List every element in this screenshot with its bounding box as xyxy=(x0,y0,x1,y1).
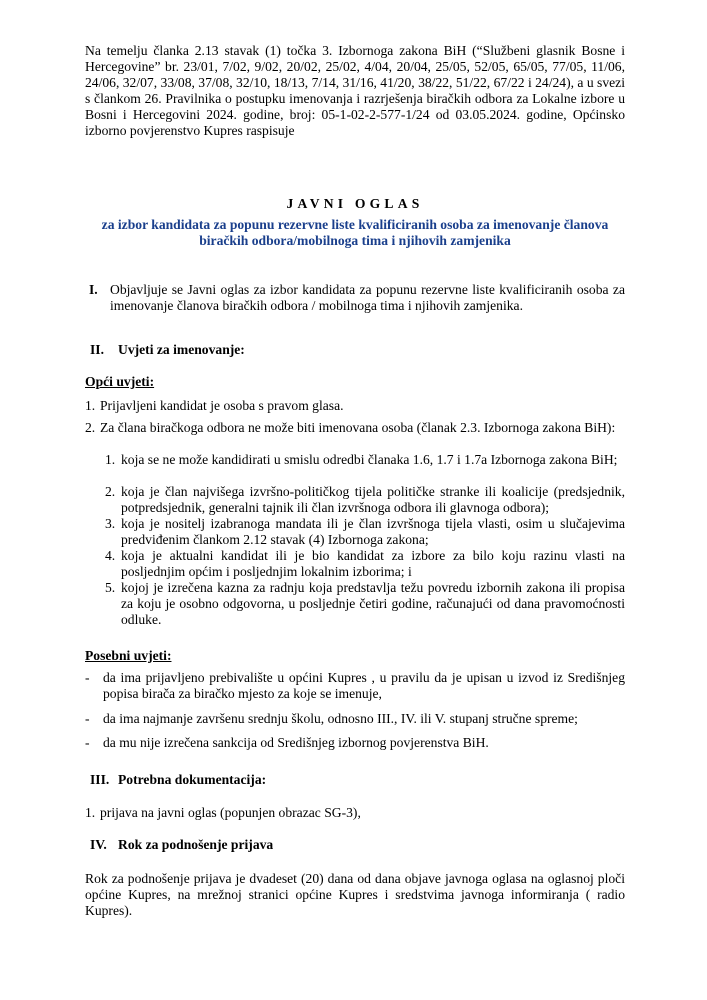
special-condition-3-dash: - xyxy=(85,735,90,750)
general-conditions-heading: Opći uvjeti: xyxy=(85,374,155,389)
deadline-paragraph: Rok za podnošenje prijava je dvadeset (20) dana od dana objave javnoga oglasa na oglasnoj ploči općine Kupres, na mrežnoj stranici općine Kupres i sredstvima javnoga informiranja ( radio Kupres). xyxy=(85,871,625,918)
documentation-item-1-text: prijava na javni oglas (popunjen obrazac SG-3), xyxy=(100,805,361,820)
general-condition-2-number: 2. xyxy=(85,420,96,435)
restriction-item-3-number: 3. xyxy=(105,516,116,531)
section-1-number: I. xyxy=(89,282,98,297)
special-condition-2-dash: - xyxy=(85,711,90,726)
general-condition-1-number: 1. xyxy=(85,398,96,413)
special-condition-3-text: da mu nije izrečena sankcija od Središnjeg izbornog povjerenstva BiH. xyxy=(103,735,489,750)
section-1 xyxy=(85,282,625,314)
document-subtitle xyxy=(85,217,625,249)
section-4-heading xyxy=(85,837,273,853)
special-condition-1 xyxy=(85,670,625,702)
restriction-item-5-text: kojoj je izrečena kazna za radnju koja predstavlja težu povredu izbornih zakona ili propisa za koju je osobno odgovorna, u posljednje četiri godine, računajući od dana pravomoćnosti odluke. xyxy=(121,580,625,627)
restriction-item-5-number: 5. xyxy=(105,580,116,595)
section-3-number: III. xyxy=(90,772,110,787)
general-condition-1 xyxy=(85,398,625,414)
restriction-item-4 xyxy=(105,548,625,580)
general-condition-1-text: Prijavljeni kandidat je osoba s pravom glasa. xyxy=(100,398,344,413)
document-title: JAVNI OGLAS xyxy=(286,196,424,211)
section-4-number: IV. xyxy=(90,837,107,852)
restriction-item-4-number: 4. xyxy=(105,548,116,563)
restriction-item-3 xyxy=(105,516,625,548)
special-condition-2 xyxy=(85,711,625,727)
general-condition-2 xyxy=(85,420,625,436)
subtitle-line-1: za izbor kandidata za popunu rezervne liste kvalificiranih osoba za imenovanje članova xyxy=(101,217,609,232)
documentation-item-1-number: 1. xyxy=(85,805,96,820)
restriction-item-5 xyxy=(105,580,625,628)
general-condition-2-text: Za člana biračkoga odbora ne može biti imenovana osoba (članak 2.3. Izbornoga zakona BiH): xyxy=(100,420,616,435)
restriction-item-2-number: 2. xyxy=(105,484,116,499)
section-4-title: Rok za podnošenje prijava xyxy=(118,837,274,852)
special-condition-1-dash: - xyxy=(85,670,90,685)
restriction-item-1-number: 1. xyxy=(105,452,116,467)
special-condition-2-text: da ima najmanje završenu srednju školu, odnosno III., IV. ili V. stupanj stručne spreme; xyxy=(103,711,578,726)
section-2-heading xyxy=(85,342,245,358)
restriction-item-1-text: koja se ne može kandidirati u smislu odredbi članaka 1.6, 1.7 i 1.7a Izbornoga zakona BiH; xyxy=(121,452,618,467)
restriction-item-2 xyxy=(105,484,625,516)
restriction-item-3-text: koja je nositelj izabranoga mandata ili je član izvršnoga tijela vlasti, osim u slučajevima predviđenim člankom 2.12 stavak (4) Izbornoga zakona; xyxy=(121,516,625,547)
section-1-text: Objavljuje se Javni oglas za izbor kandidata za popunu rezervne liste kvalificiranih osoba za imenovanje članova biračkih odbora / mobilnoga tima i njihovih zamjenika. xyxy=(110,282,625,313)
section-2-title: Uvjeti za imenovanje: xyxy=(118,342,245,357)
special-condition-3 xyxy=(85,735,625,751)
special-conditions-heading: Posebni uvjeti: xyxy=(85,648,172,663)
section-3-heading xyxy=(85,772,266,788)
restriction-item-4-text: koja je aktualni kandidat ili je bio kandidat za izbore za bilo koju razinu vlasti na posljednjim općim i posljednjim lokalnim izborima; i xyxy=(121,548,625,579)
special-condition-1-text: da ima prijavljeno prebivalište u općini Kupres , u pravilu da je upisan u izvod iz Središnjeg popisa birača za biračko mjesto za koje se imenuje, xyxy=(103,670,625,701)
documentation-item-1 xyxy=(85,805,625,821)
restriction-item-2-text: koja je član najvišega izvršno-političkog tijela političke stranke ili koalicije (predsjednik, potpredsjednik, generalni tajnik ili član izvršnoga odbora ili glavnoga odbora); xyxy=(121,484,625,515)
intro-paragraph: Na temelju članka 2.13 stavak (1) točka 3. Izbornoga zakona BiH (“Službeni glasnik Bosne i Hercegovine” br. 23/01, 7/02, 9/02, 20/02, 25/02, 4/04, 20/04, 25/05, 52/05, 65/05, 77/05, 11/06, 24/06, 32/07, 33/08, 37/08, 32/10, 18/13, 7/14, 31/16, 41/20, 38/22, 51/22, 67/22 i 24/24), a u svezi s člankom 26. Pravilnika o postupku imenovanja i razrješenja biračkih odbora za Lokalne izbore u Bosni i Hercegovini 2024. godine, broj: 05-1-02-2-577-1/24 od 03.05.2024. godine, Općinsko izborno povjerenstvo Kupres raspisuje xyxy=(85,43,625,138)
section-2-number: II. xyxy=(90,342,104,357)
section-3-title: Potrebna dokumentacija: xyxy=(118,772,267,787)
subtitle-line-2: biračkih odbora/mobilnoga tima i njihovih zamjenika xyxy=(199,233,511,248)
restriction-item-1 xyxy=(105,452,625,468)
